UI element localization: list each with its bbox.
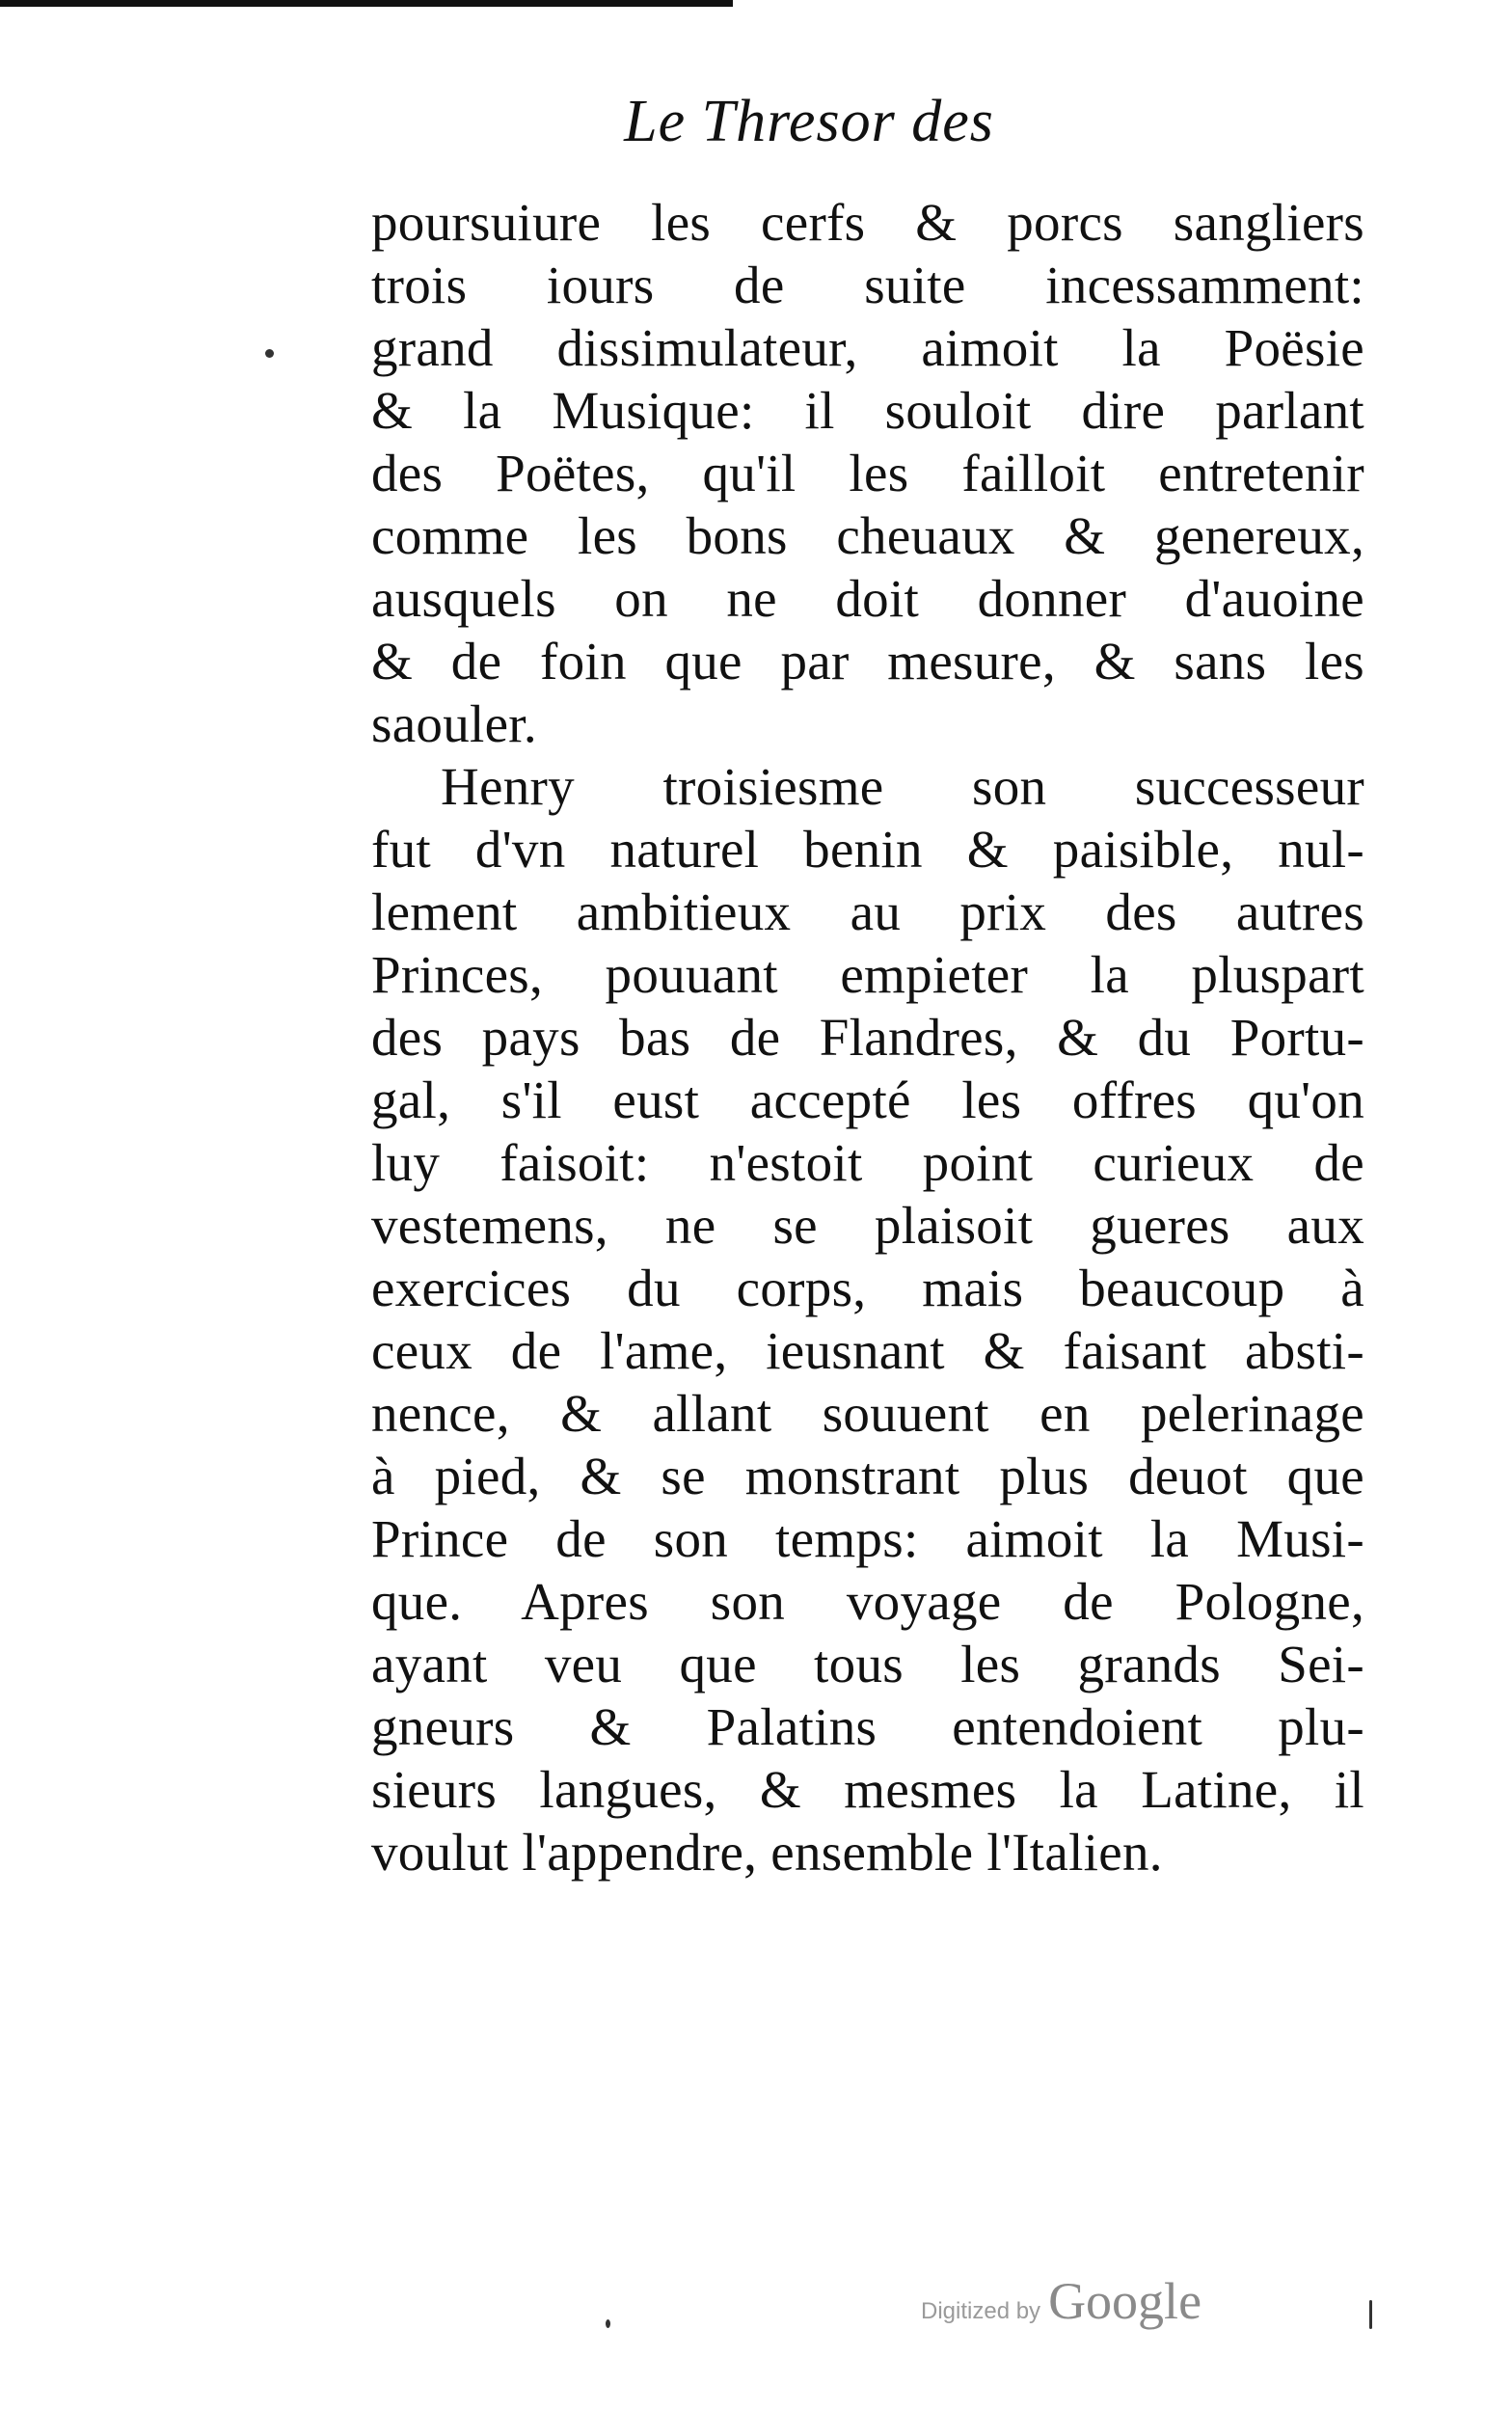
running-head: Le Thresor des (624, 89, 994, 154)
text-line: exercices du corps, mais beaucoup à (371, 1259, 1364, 1317)
text-line: fut d'vn naturel benin & paisible, nul- (371, 820, 1364, 879)
text-line: grand dissimulateur, aimoit la Poësie (371, 318, 1364, 377)
digitization-watermark (921, 2271, 1202, 2331)
text-line: vestemens, ne se plaisoit gueres aux (371, 1196, 1364, 1255)
text-line: que. Apres son voyage de Pologne, (371, 1572, 1364, 1631)
text-line: des Poëtes, qu'il les failloit entretenir (371, 444, 1364, 502)
text-line: nence, & allant souuent en pelerinage (371, 1384, 1364, 1443)
text-line: poursuiure les cerfs & porcs sangliers (371, 193, 1364, 252)
text-line: lement ambitieux au prix des autres (371, 882, 1364, 941)
text-line: gal, s'il eust accepté les offres qu'on (371, 1070, 1364, 1129)
text-line: & la Musique: il souloit dire parlant (371, 381, 1364, 440)
text-line: ausquels on ne doit donner d'auoine (371, 569, 1364, 628)
text-line: luy faisoit: n'estoit point curieux de (371, 1133, 1364, 1192)
body-text (371, 191, 1364, 1883)
text-line: trois iours de suite incessamment: (371, 256, 1364, 314)
text-line: sieurs langues, & mesmes la Latine, il (371, 1760, 1364, 1819)
top-border-rule (0, 0, 733, 7)
watermark-prefix: Digitized by (921, 2298, 1041, 2324)
watermark-brand: Google (1048, 2272, 1202, 2330)
text-line: Henry troisiesme son successeur (441, 757, 1364, 816)
text-line: ayant veu que tous les grands Sei- (371, 1635, 1364, 1693)
text-line: Prince de son temps: aimoit la Musi- (371, 1509, 1364, 1568)
text-line: à pied, & se monstrant plus deuot que (371, 1447, 1364, 1505)
text-line: des pays bas de Flandres, & du Portu- (371, 1008, 1364, 1067)
scan-speck (606, 2319, 610, 2328)
scan-speck (265, 349, 274, 358)
scan-speck (1369, 2300, 1372, 2329)
text-line: Princes, pouuant empieter la pluspart (371, 945, 1364, 1004)
text-line: comme les bons cheuaux & genereux, (371, 506, 1364, 565)
text-line: saouler. (371, 694, 537, 753)
text-line: & de foin que par mesure, & sans les (371, 632, 1364, 691)
text-line: gneurs & Palatins entendoient plu- (371, 1697, 1364, 1756)
text-line: voulut l'appendre, ensemble l'Italien. (371, 1823, 1163, 1882)
text-line: ceux de l'ame, ieusnant & faisant absti- (371, 1321, 1364, 1380)
